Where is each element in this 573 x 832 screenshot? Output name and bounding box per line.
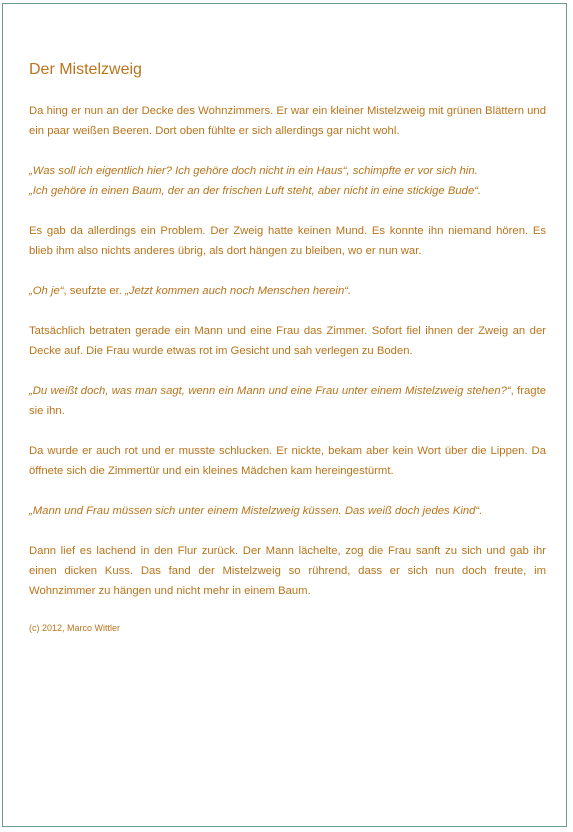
document-content	[29, 60, 546, 635]
paragraph-1: Da hing er nun an der Decke des Wohnzimmers. Er war ein kleiner Mistelzweig mit grünen Blättern und ein paar weißen Beeren. Dort oben fühlte er sich allerdings gar nicht wohl.	[29, 105, 546, 137]
paragraph-3: Es gab da allerdings ein Problem. Der Zweig hatte keinen Mund. Es konnte ihn niemand hören. Es blieb ihm also nichts anderes übrig, als dort hängen zu bleiben, wo er nun war.	[29, 225, 546, 257]
paragraph-4-quote	[29, 281, 546, 301]
document-page	[2, 3, 567, 827]
paragraph-7: Da wurde er auch rot und er musste schlucken. Er nickte, bekam aber kein Wort über die Lippen. Da öffnete sich die Zimmertür und ein kleines Mädchen kam hereingestürmt.	[29, 445, 546, 477]
quote-attribution: , seufzte er.	[63, 285, 126, 297]
document-title: Der Mistelzweig	[29, 61, 142, 78]
copyright-notice: (c) 2012, Marco Wittler	[29, 623, 121, 633]
paragraph-8-quote: „Mann und Frau müssen sich unter einem Mistelzweig küssen. Das weiß doch jedes Kind“.	[29, 505, 483, 517]
quote-mistelzweig-question: „Du weißt doch, was man sagt, wenn ein Mann und eine Frau unter einem Mistelzweig stehen?“	[29, 385, 511, 397]
quote-line-1: „Was soll ich eigentlich hier? Ich gehöre doch nicht in ein Haus“, schimpfte er vor sich hin.	[29, 165, 478, 177]
paragraph-9: Dann lief es lachend in den Flur zurück. Der Mann lächelte, zog die Frau sanft zu sich und gab ihr einen dicken Kuss. Das fand der Mistelzweig so rührend, dass er sich nun doch freute, im Wohnzimmer zu hängen und nicht mehr in einem Baum.	[29, 545, 546, 597]
paragraph-5: Tatsächlich betraten gerade ein Mann und eine Frau das Zimmer. Sofort fiel ihnen der Zweig an der Decke auf. Die Frau wurde etwas rot im Gesicht und sah verlegen zu Boden.	[29, 325, 546, 357]
quote-oh-je: „Oh je“	[29, 285, 64, 297]
quote-attribution-2: , fragte sie ihn.	[29, 385, 546, 417]
paragraph-6-quote	[29, 381, 546, 421]
paragraph-2-quote	[29, 161, 546, 201]
quote-menschen: „Jetzt kommen auch noch Menschen herein“.	[125, 285, 352, 297]
quote-line-2: „Ich gehöre in einen Baum, der an der frischen Luft steht, aber nicht in eine stickige Bude“.	[29, 185, 482, 197]
